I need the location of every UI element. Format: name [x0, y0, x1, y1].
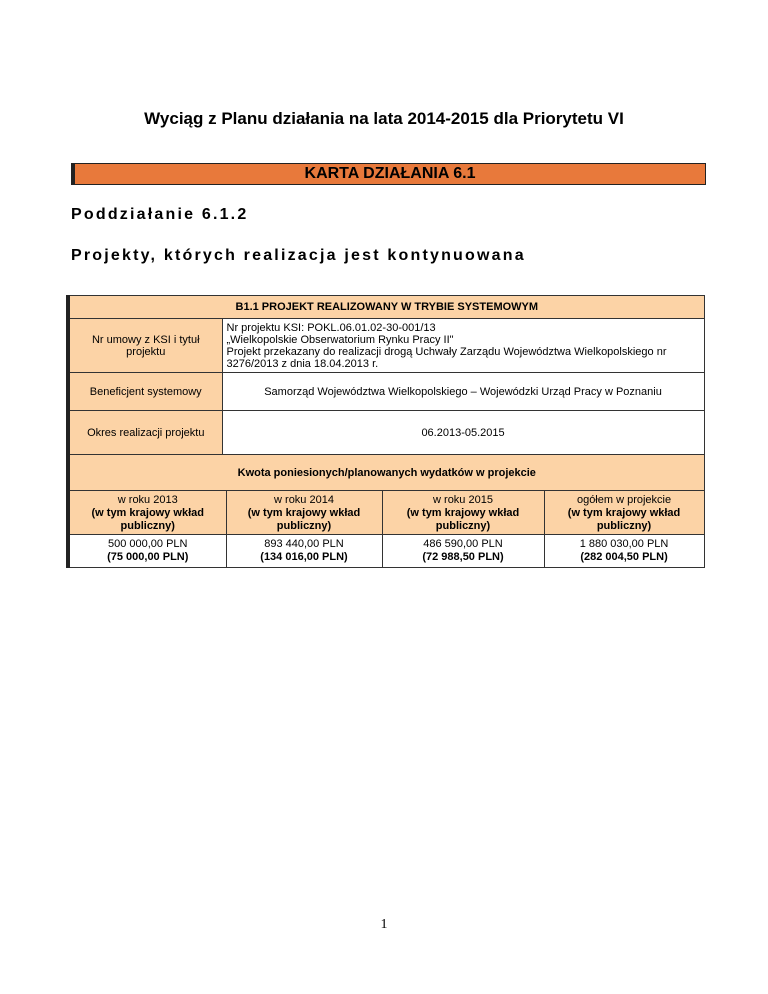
period-value: 06.2013-05.2015	[222, 411, 704, 455]
cost-year-label: w roku 2014	[274, 493, 334, 506]
cost-sub-label: (w tym krajowy wkład publiczny)	[247, 506, 361, 532]
cost-col-head	[544, 491, 704, 535]
subheading-poddzialanie: Poddziałanie 6.1.2	[71, 206, 249, 223]
beneficiary-value: Samorząd Województwa Wielkopolskiego – Wojewódzki Urząd Pracy w Poznaniu	[222, 373, 704, 411]
cost-sub-label: (w tym krajowy wkład publiczny)	[567, 506, 681, 532]
cost-col-head	[68, 491, 226, 535]
costs-header: Kwota poniesionych/planowanych wydatków w projekcie	[68, 455, 704, 491]
cost-public: (282 004,50 PLN)	[580, 551, 668, 563]
cost-sub-label: (w tym krajowy wkład publiczny)	[406, 506, 520, 532]
cost-amount: 1 880 030,00 PLN	[579, 538, 669, 550]
period-label: Okres realizacji projektu	[68, 411, 222, 455]
cost-sub-label: (w tym krajowy wkład publiczny)	[91, 506, 204, 532]
karta-title-bar: KARTA DZIAŁANIA 6.1	[71, 163, 706, 185]
cost-public: (75 000,00 PLN)	[107, 551, 189, 563]
cost-value	[382, 535, 544, 568]
contract-line: Projekt przekazany do realizacji drogą Uchwały Zarządu Województwa Wielkopolskiego nr	[226, 345, 667, 358]
document-title: Wyciąg z Planu działania na lata 2014-2015 dla Priorytetu VI	[144, 109, 624, 128]
contract-line: 3276/2013 z dnia 18.04.2013 r.	[226, 357, 379, 370]
contract-label: Nr umowy z KSI i tytuł projektu	[68, 319, 222, 373]
cost-value	[544, 535, 704, 568]
cost-col-head	[382, 491, 544, 535]
cost-amount: 486 590,00 PLN	[423, 538, 503, 550]
cost-amount: 500 000,00 PLN	[107, 538, 188, 550]
cost-value	[68, 535, 226, 568]
cost-year-label: w roku 2015	[433, 493, 493, 506]
cost-year-label: ogółem w projekcie	[576, 493, 672, 506]
cost-amount: 893 440,00 PLN	[264, 538, 344, 550]
cost-public: (72 988,50 PLN)	[422, 551, 504, 563]
page-number: 1	[380, 917, 388, 932]
beneficiary-label: Beneficjent systemowy	[68, 373, 222, 411]
contract-line: „Wielkopolskie Obserwatorium Rynku Pracy II"	[226, 333, 454, 346]
cost-value	[226, 535, 382, 568]
contract-line: Nr projektu KSI: POKL.06.01.02-30-001/13	[226, 321, 436, 334]
cost-year-label: w roku 2013	[117, 493, 178, 506]
subheading-projekty: Projekty, których realizacja jest kontynuowana	[71, 247, 526, 264]
project-table	[66, 295, 705, 568]
cost-public: (134 016,00 PLN)	[260, 551, 348, 563]
contract-value	[222, 319, 704, 373]
cost-col-head	[226, 491, 382, 535]
project-table-header: B1.1 PROJEKT REALIZOWANY W TRYBIE SYSTEMOWYM	[68, 296, 704, 319]
